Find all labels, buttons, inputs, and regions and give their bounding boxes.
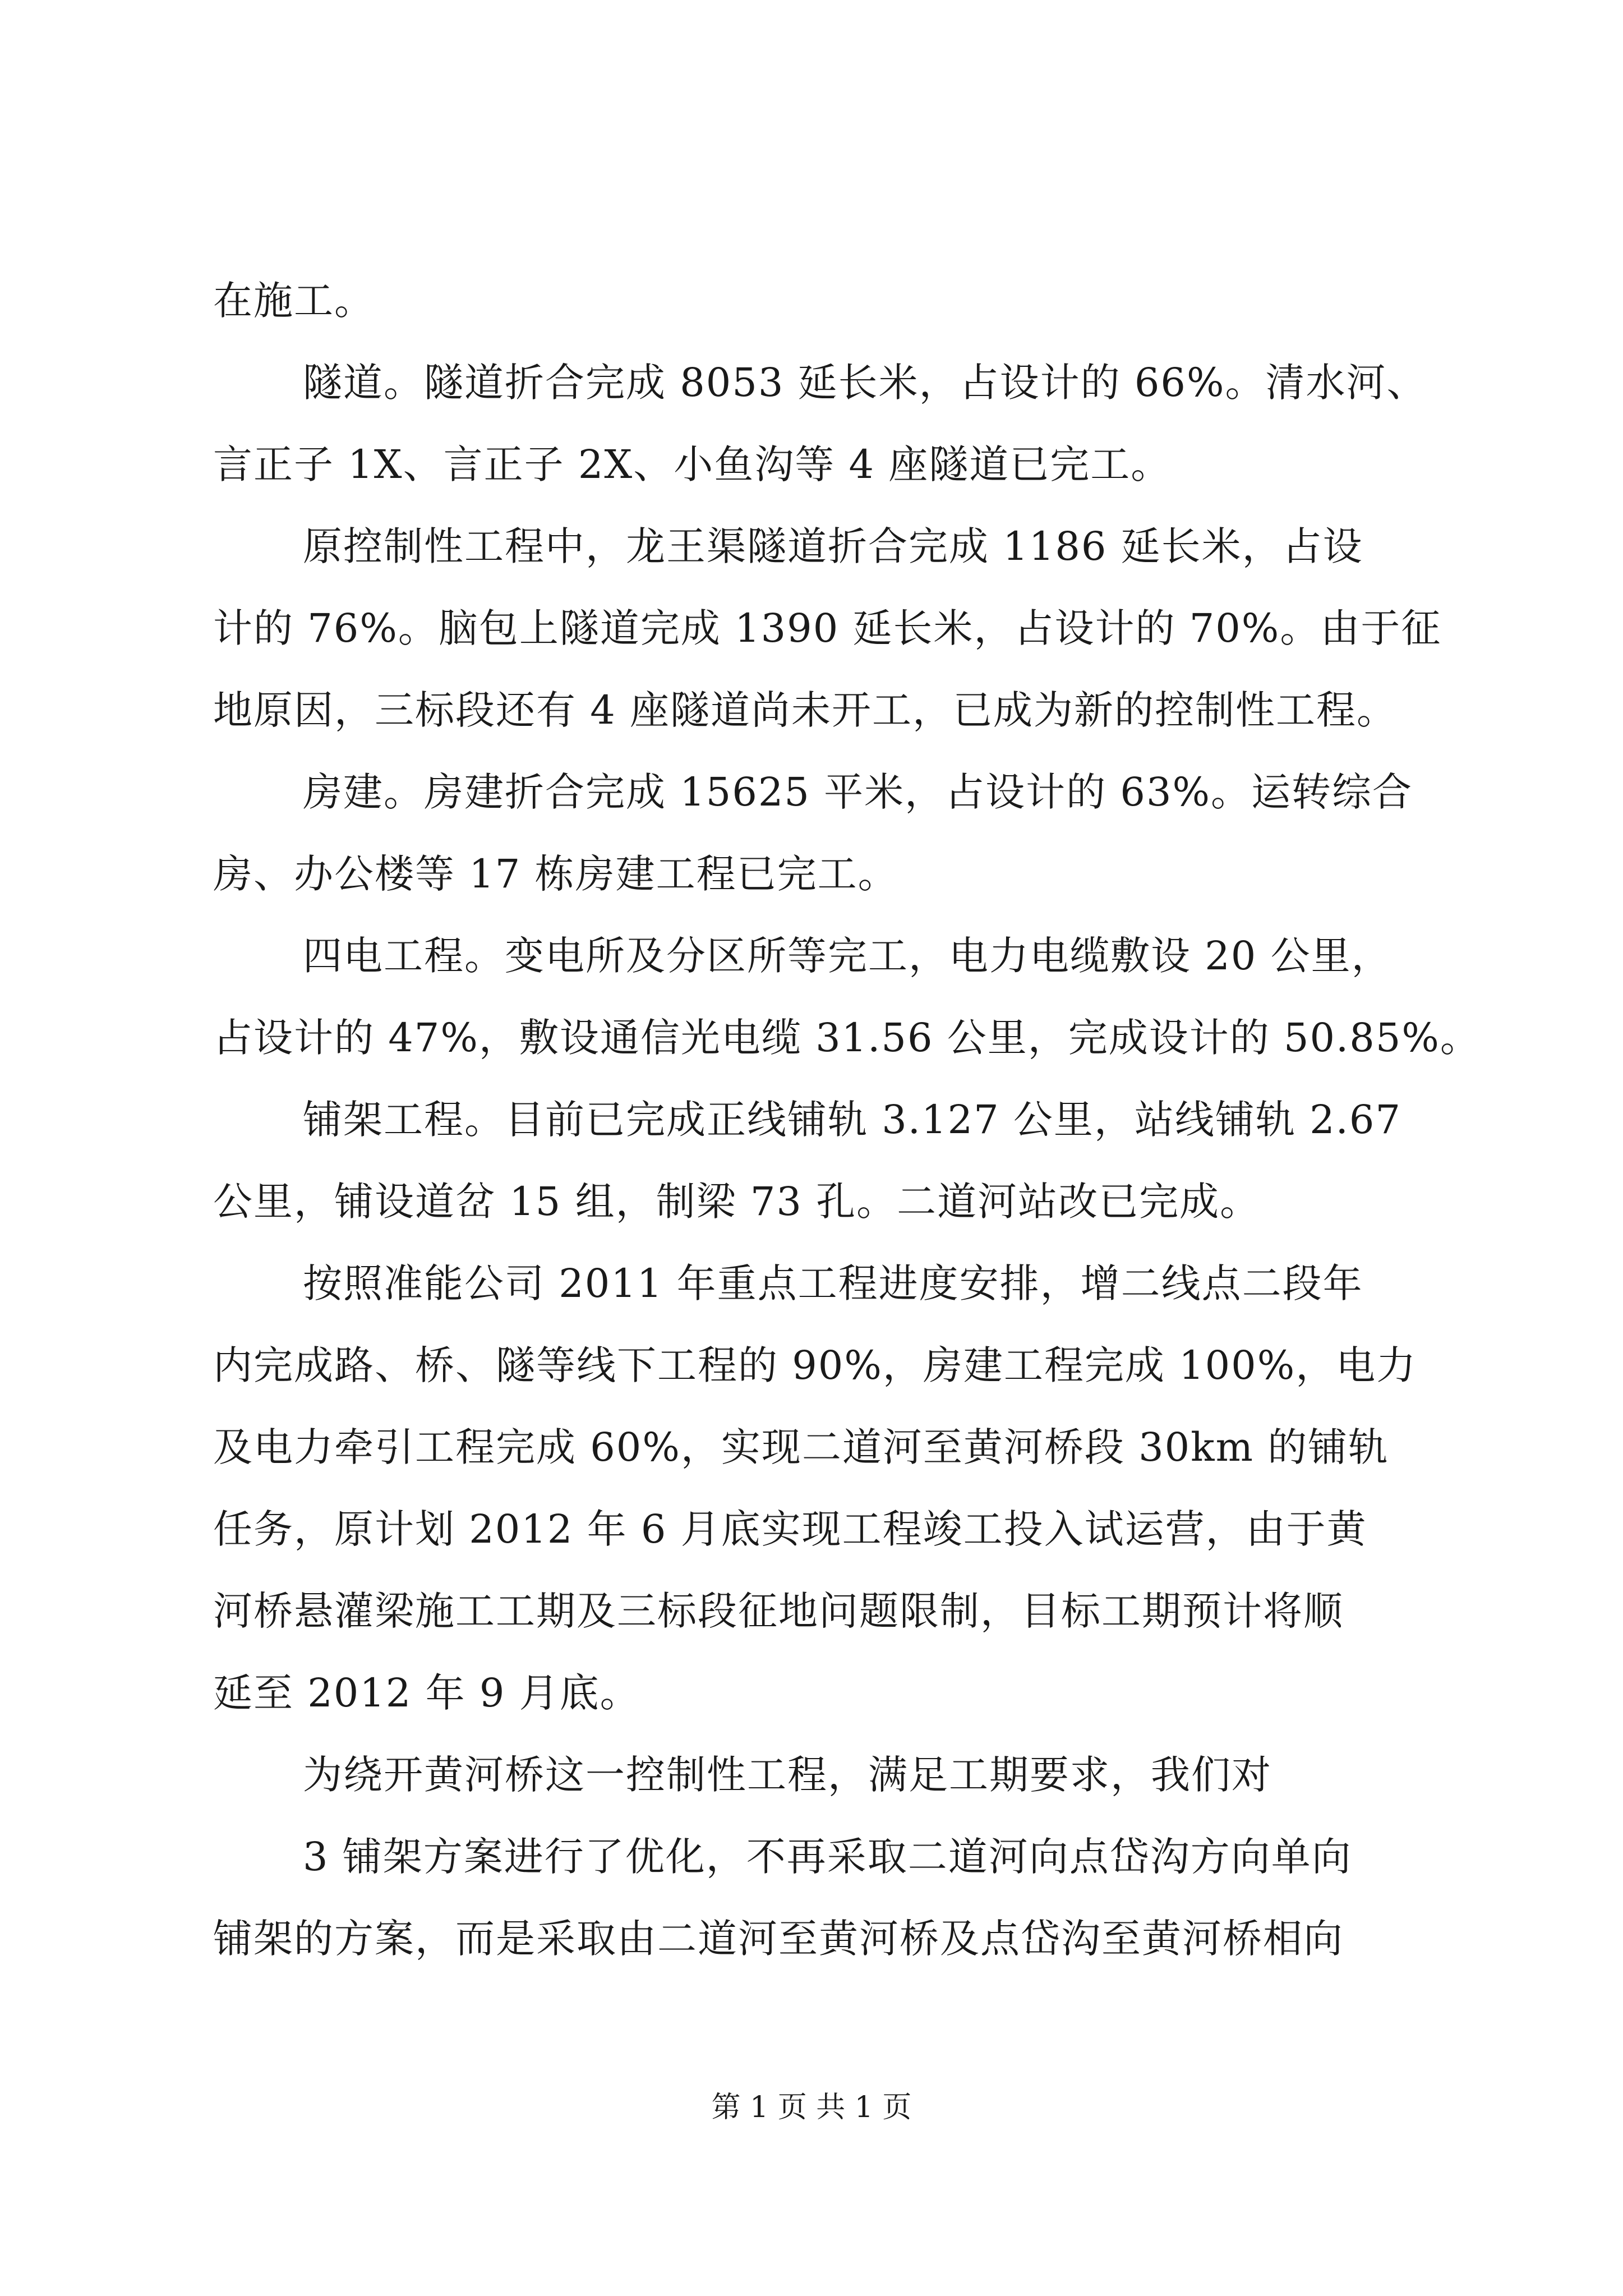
text-line-14: 内完成路、桥、隧等线下工程的 90%，房建工程完成 100%，电力 [213,1342,1417,1388]
text-line-5: 计的 76%。脑包上隧道完成 1390 延长米，占设计的 70%。由于征 [213,605,1442,651]
text-line-15: 及电力牵引工程完成 60%，实现二道河至黄河桥段 30km 的铺轨 [213,1424,1389,1470]
text-line-10: 占设计的 47%，敷设通信光电缆 31.56 公里，完成设计的 50.85%。 [213,1015,1481,1061]
text-line-4: 原控制性工程中，龙王渠隧道折合完成 1186 延长米，占设 [303,523,1363,569]
text-line-21: 铺架的方案，而是采取由二道河至黄河桥及点岱沟至黄河桥相向 [213,1916,1344,1962]
text-line-19: 为绕开黄河桥这一控制性工程，满足工期要求，我们对 [303,1752,1272,1798]
text-line-20: 3 铺架方案进行了优化，不再采取二道河向点岱沟方向单向 [303,1834,1352,1880]
text-line-3: 言正子 1X、言正子 2X、小鱼沟等 4 座隧道已完工。 [213,441,1172,487]
page-footer: 第 1 页 共 1 页 [711,2091,912,2124]
text-line-13: 按照准能公司 2011 年重点工程进度安排，增二线点二段年 [303,1260,1363,1306]
text-line-12: 公里，铺设道岔 15 组，制梁 73 孔。二道河站改已完成。 [213,1179,1261,1225]
text-line-2: 隧道。隧道折合完成 8053 延长米，占设计的 66%。清水河、 [303,360,1427,406]
text-line-16: 任务，原计划 2012 年 6 月底实现工程竣工投入试运营，由于黄 [213,1506,1367,1552]
text-line-11: 铺架工程。目前已完成正线铺轨 3.127 公里，站线铺轨 2.67 [303,1097,1402,1143]
text-line-9: 四电工程。变电所及分区所等完工，电力电缆敷设 20 公里， [303,933,1392,979]
text-line-6: 地原因，三标段还有 4 座隧道尚未开工，已成为新的控制性工程。 [213,687,1398,733]
text-line-18: 延至 2012 年 9 月底。 [213,1670,640,1716]
text-line-1: 在施工。 [213,278,375,324]
text-line-8: 房、办公楼等 17 栋房建工程已完工。 [213,851,898,897]
text-line-17: 河桥悬灌梁施工工期及三标段征地问题限制，目标工期预计将顺 [213,1588,1344,1634]
text-line-7: 房建。房建折合完成 15625 平米，占设计的 63%。运转综合 [303,769,1413,815]
